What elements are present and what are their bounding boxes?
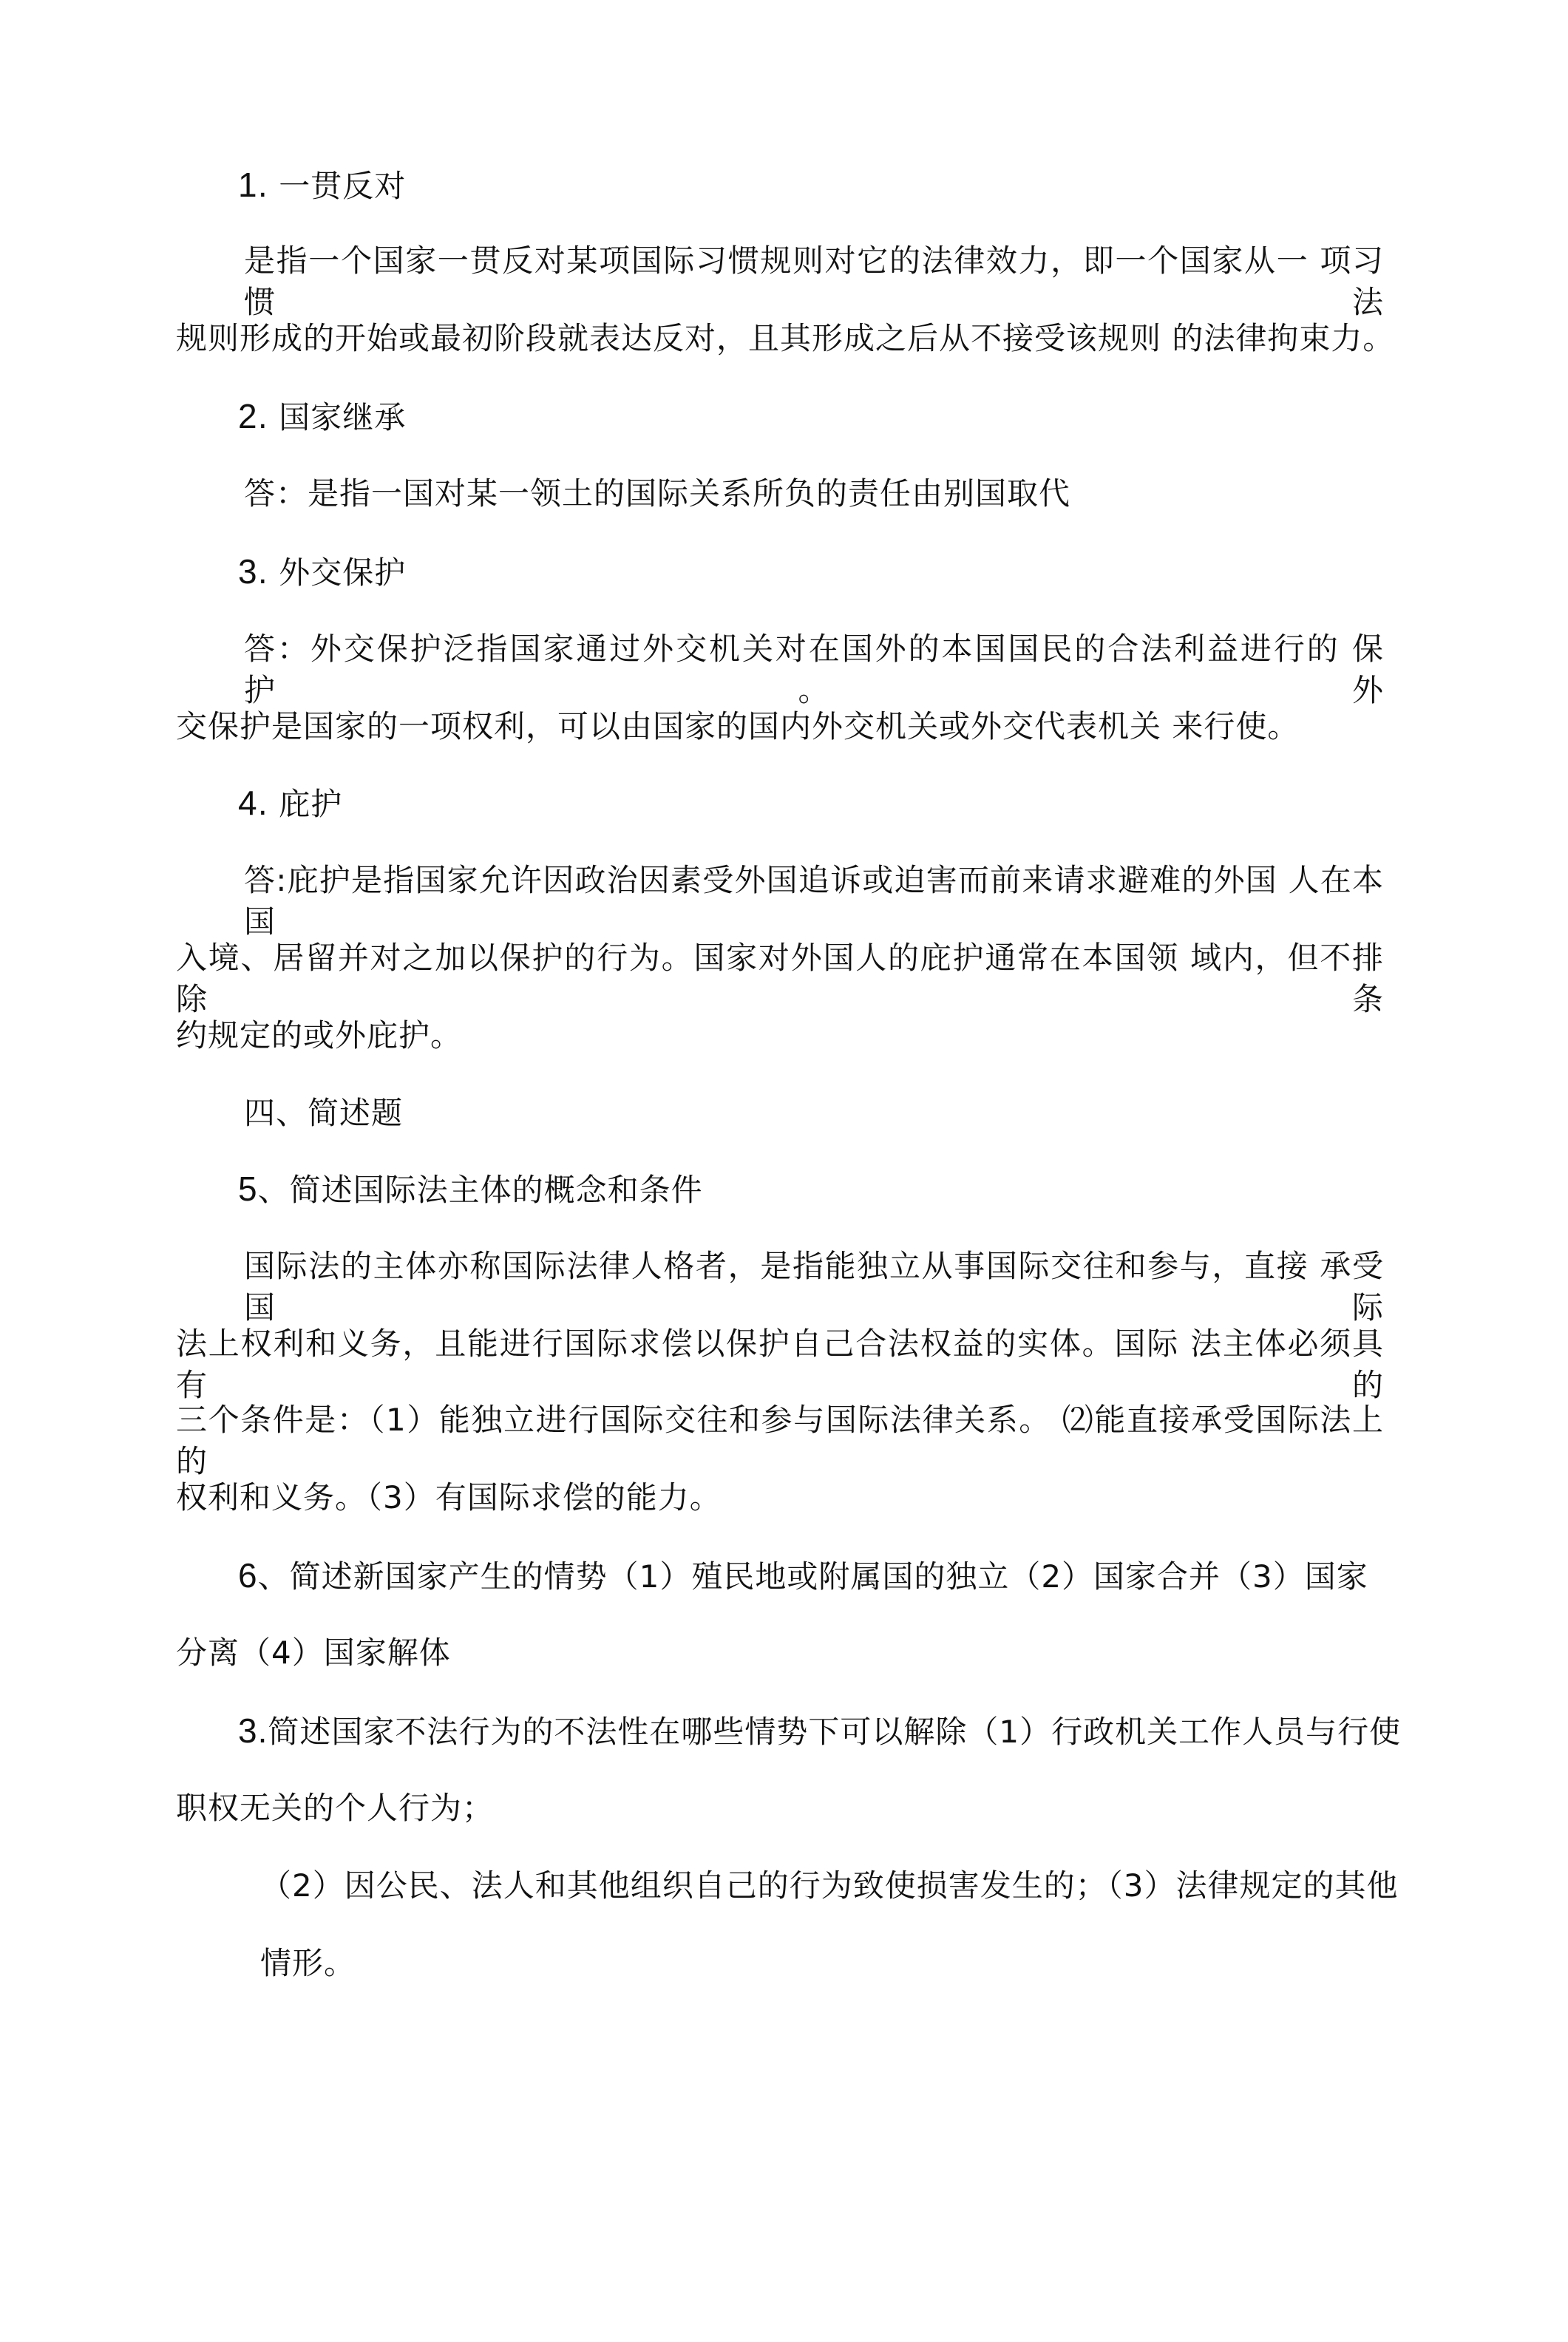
paragraph-1-line-2: 规则形成的开始或最初阶段就表达反对，且其形成之后从不接受该规则 的法律拘束力。 [176, 320, 1395, 356]
heading-1 [238, 164, 406, 207]
question-5-number: 5 [238, 1170, 258, 1208]
heading-1-title: . 一贯反对 [257, 168, 407, 204]
question-6-text: 、简述新国家产生的情势（1）殖民地或附属国的独立（2）国家合并（3）国家 [257, 1558, 1368, 1595]
heading-2-number: 2 [238, 397, 258, 435]
paragraph-4-line-3: 约规定的或外庇护。 [176, 1017, 463, 1053]
paragraph-5-line-1: 国际法的主体亦称国际法律人格者，是指能独立从事国际交往和参与，直接 承受国际 [244, 1248, 1384, 1326]
heading-3 [238, 551, 406, 594]
question-6-number: 6 [238, 1556, 258, 1595]
paragraph-3-line-1: 答：外交保护泛指国家通过外交机关对在国外的本国国民的合法利益进行的 保护。外 [244, 631, 1384, 708]
heading-2 [238, 396, 406, 438]
paragraph-4-line-1: 答:庇护是指国家允许因政治因素受外国追诉或迫害而前来请求避难的外国 人在本国 [244, 862, 1384, 940]
question-5-heading [238, 1168, 703, 1211]
question-7-line-2: 职权无关的个人行为； [176, 1790, 495, 1826]
heading-2-title: . 国家继承 [257, 399, 407, 435]
section-heading: 四、简述题 [244, 1095, 404, 1131]
paragraph-2-line-1: 答：是指一国对某一领土的国际关系所负的责任由别国取代 [244, 475, 1071, 512]
paragraph-5-line-2: 法上权利和义务，且能进行国际求偿以保护自己合法权益的实体。国际 法主体必须具有的 [176, 1326, 1384, 1403]
paragraph-3-line-2: 交保护是国家的一项权利，可以由国家的国内外交机关或外交代表机关 来行使。 [176, 708, 1300, 744]
question-6-line-2: 分离（4）国家解体 [176, 1635, 451, 1671]
question-7-line-4: 情形。 [260, 1945, 356, 1981]
question-7-line-1 [238, 1710, 1401, 1753]
question-7-number: 3. [238, 1711, 268, 1750]
heading-1-number: 1 [238, 166, 258, 204]
question-5-title: 、简述国际法主体的概念和条件 [257, 1172, 703, 1208]
heading-4-number: 4 [238, 784, 258, 822]
heading-4 [238, 782, 342, 825]
question-6-line-1 [238, 1555, 1368, 1598]
paragraph-5-line-4: 权利和义务。（3）有国际求偿的能力。 [176, 1479, 722, 1515]
heading-4-title: . 庇护 [257, 786, 343, 822]
heading-3-title: . 外交保护 [257, 554, 407, 591]
question-7-line-3: （2）因公民、法人和其他组织自己的行为致使损害发生的；（3）法律规定的其他 [260, 1867, 1399, 1904]
heading-3-number: 3 [238, 552, 258, 591]
paragraph-5-line-3: 三个条件是：（1）能独立进行国际交往和参与国际法律关系。 ⑵能直接承受国际法上的 [176, 1402, 1384, 1479]
paragraph-1-line-1: 是指一个国家一贯反对某项国际习惯规则对它的法律效力，即一个国家从一 项习惯法 [244, 242, 1384, 320]
paragraph-4-line-2: 入境、居留并对之加以保护的行为。国家对外国人的庇护通常在本国领 域内，但不排除条 [176, 940, 1384, 1017]
question-7-text: 简述国家不法行为的不法性在哪些情势下可以解除（1）行政机关工作人员与行使 [268, 1714, 1402, 1750]
